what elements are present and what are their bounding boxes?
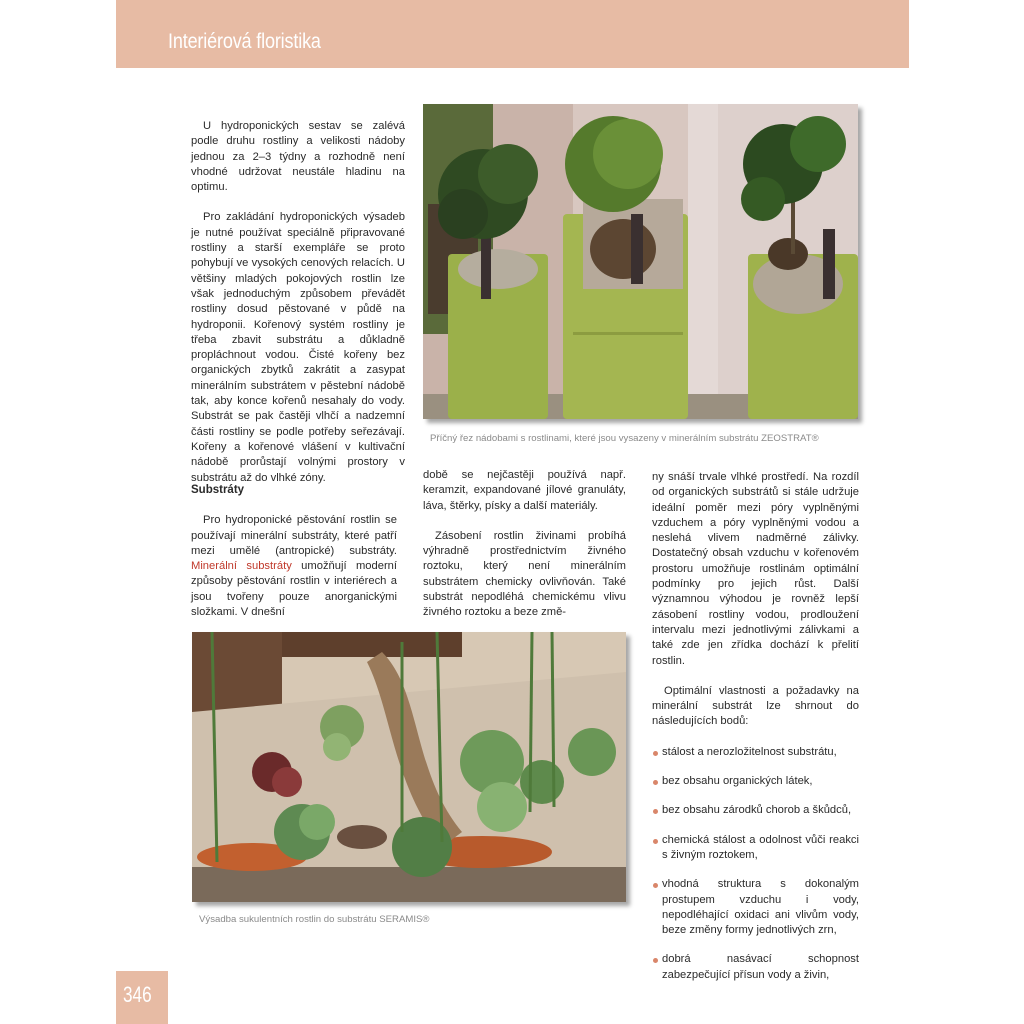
photo-caption: Výsadba sukulentních rostlin do substrátu SERAMIS® [199,914,430,925]
list-item: stálost a nerozložitelnost substrátu, [652,745,859,760]
photo-illustration [423,104,858,419]
photo-succulent-planting [192,632,626,902]
paragraph-text: umožňují moderní způsoby pěstování rostlin v interiérech a jsou tvořeny pouze anorganickými složkami. V dnešní [191,560,398,619]
text-column-1 [191,119,405,501]
paragraph: době se nejčastěji používá např. keramzit, expandované jílové granuláty, láva, štěrky, písky a další materiály. [423,469,626,512]
list-item: dobrá nasávací schopnost zabezpečující přísun vody a živin, [652,952,859,983]
paragraph: U hydroponických sestav se zalévá podle druhu rostliny a velikosti nádoby jednou za 2–3 týdny a rozhodně není vhodné udržovat neustále hladinu na optimu. [191,120,405,194]
list-item: chemická stálost a odolnost vůči reakci s živným roztokem, [652,833,859,864]
paragraph: Pro zakládání hydroponických výsadeb je nutné používat speciálně připravované rostliny a starší exempláře se proto pohybují ve vysokých cenových relacích. U většiny mladých pokojových rostlin lze však jednoduchým způsobem převádět rostliny dosud pěstované v půdě na hydroponii. Kořenový systém rostliny je třeba zbavit substrátu a důkladně propláchnout vodou. Čisté kořeny bez organických zbytků zakrátit a zasypat minerálním substrátem v pěstební nádobě tak, aby konce kořenů nesahaly do vody. Substrát se pak častěji vlhčí a nadzemní části rostliny se podle potřeby seřezávají. Kořeny a kořenové vlášení v kultivační nádobě prorůstají volnými prostory v substrátu až do vlhké zóny. [191,211,405,484]
running-header-title: Interiérová floristika [168,30,321,53]
paragraph: ny snáší trvale vlhké prostředí. Na rozdíl od organických substrátů si stále udržuje ideální poměr mezi póry vyplněnými vzduchem a póry vyplněnými vodou a neslehá vlivem nadměrné zálivky. Dostatečný obsah vzduchu v kořenovém prostoru umožňuje rostlinám optimální podmínky pro jejich růst. Další významnou výhodou je rovněž lepší zásobení rostliny vodou, prodloužení intervalu mezi jednotlivými zálivkami a také zde jen zřídka dochází k přelití rostlin. [652,471,859,667]
paragraph [191,513,397,620]
photo-hydroponic-containers [423,104,858,419]
bullet-list [652,745,859,983]
paragraph: Zásobení rostlin živinami probíhá výhradně prostřednictvím živného roztoku, který není minerálním substrátem chemicky ovlivňován. Také substrát nepodléhá chemickému vlivu živného roztoku a beze změ- [423,529,626,619]
section-heading: Substráty [191,484,245,496]
list-item: vhodná struktura s dokonalým prostupem vzduchu i vody, nepodléhající oxidaci ani vlivům vody, beze změny formy jednotlivých zrn, [652,877,859,938]
highlighted-term: Minerální substráty [191,560,292,573]
list-item: bez obsahu organických látek, [652,774,859,789]
photo-illustration [192,632,626,902]
photo-caption: Příčný řez nádobami s rostlinami, které jsou vysazeny v minerálním substrátu ZEOSTRAT® [430,433,819,444]
text-column-3 [652,470,859,997]
list-item: bez obsahu zárodků chorob a škůdců, [652,803,859,818]
paragraph: Optimální vlastnosti a požadavky na minerální substrát lze shrnout do následujících bodů: [652,684,859,728]
text-column-2 [423,468,626,636]
paragraph-text: Pro hydroponické pěstování rostlin se používají minerální substráty, které patří mezi umělé (antropické) substráty. [191,514,397,557]
text-column-1-substraty [191,483,397,635]
page-number: 346 [123,982,152,1007]
